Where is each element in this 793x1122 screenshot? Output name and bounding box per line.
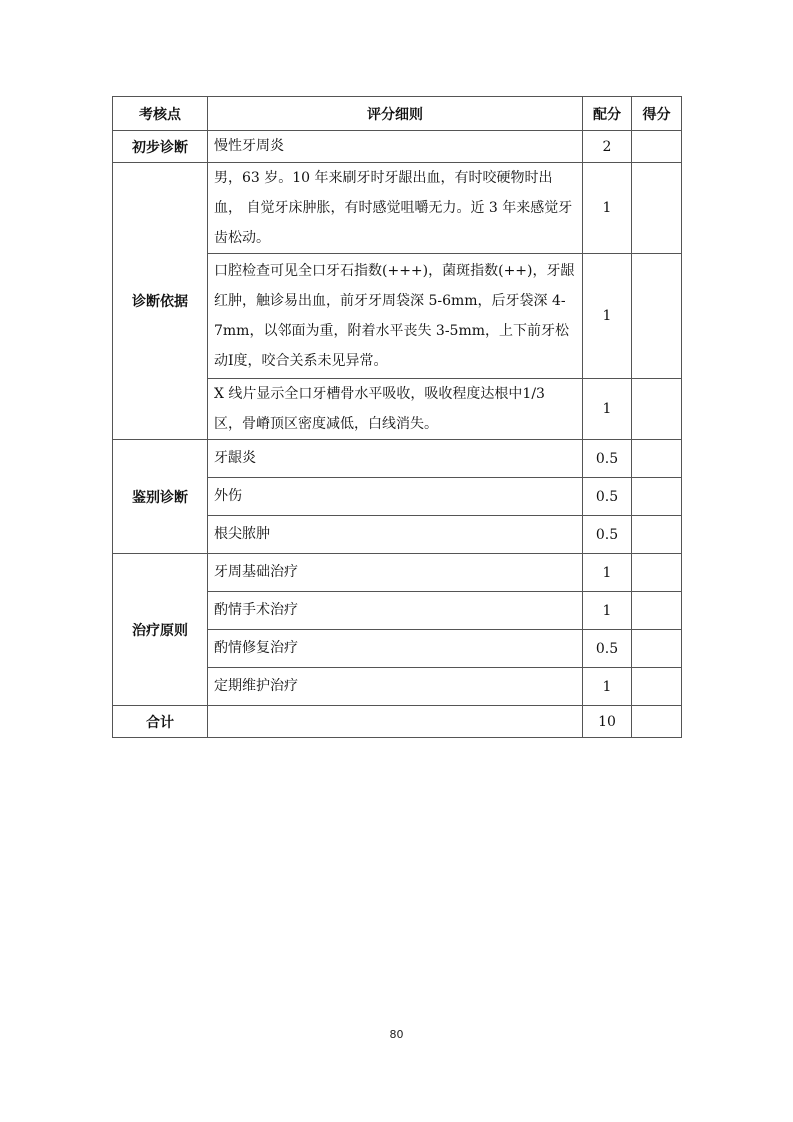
points-cell: 0.5: [583, 440, 632, 478]
category-diagnostic-basis: 诊断依据: [113, 163, 208, 440]
header-score: 得分: [632, 97, 682, 131]
table-row: [113, 131, 682, 163]
header-criteria: 评分细则: [208, 97, 583, 131]
total-criteria-cell: [208, 706, 583, 738]
score-cell: [632, 554, 682, 592]
score-cell: [632, 668, 682, 706]
score-cell: [632, 379, 682, 440]
points-cell: 1: [583, 668, 632, 706]
criteria-cell: 外伤: [208, 478, 583, 516]
criteria-cell: 男，63 岁。10 年来刷牙时牙龈出血，有时咬硬物时出血， 自觉牙床肿胀，有时感觉咀嚼无力。近 3 年来感觉牙齿松动。: [208, 163, 583, 254]
score-cell: [632, 592, 682, 630]
category-differential-diagnosis: 鉴别诊断: [113, 440, 208, 554]
points-cell: 1: [583, 254, 632, 379]
criteria-cell: 酌情修复治疗: [208, 630, 583, 668]
score-cell: [632, 516, 682, 554]
criteria-cell: X 线片显示全口牙槽骨水平吸收，吸收程度达根中1/3 区，骨嵴顶区密度减低，白线消失。: [208, 379, 583, 440]
score-cell: [632, 440, 682, 478]
points-cell: 1: [583, 379, 632, 440]
table-row: [113, 440, 682, 478]
table-row: [113, 554, 682, 592]
header-points: 配分: [583, 97, 632, 131]
table-row: [113, 163, 682, 254]
total-row: [113, 706, 682, 738]
scoring-table: [112, 96, 682, 738]
points-cell: 1: [583, 554, 632, 592]
score-cell: [632, 131, 682, 163]
criteria-cell: 酌情手术治疗: [208, 592, 583, 630]
header-category: 考核点: [113, 97, 208, 131]
points-cell: 2: [583, 131, 632, 163]
points-cell: 1: [583, 163, 632, 254]
criteria-cell: 根尖脓肿: [208, 516, 583, 554]
points-cell: 0.5: [583, 478, 632, 516]
score-cell: [632, 630, 682, 668]
score-cell: [632, 478, 682, 516]
total-label: 合计: [113, 706, 208, 738]
score-cell: [632, 163, 682, 254]
criteria-cell: 牙周基础治疗: [208, 554, 583, 592]
score-cell: [632, 254, 682, 379]
total-score-cell: [632, 706, 682, 738]
criteria-cell: 口腔检查可见全口牙石指数(+++)，菌斑指数(++)，牙龈红肿，触诊易出血，前牙牙周袋深 5-6mm，后牙袋深 4-7mm，以邻面为重，附着水平丧失 3-5mm，上下前牙松动I度，咬合关系未见异常。: [208, 254, 583, 379]
points-cell: 0.5: [583, 630, 632, 668]
criteria-cell: 牙龈炎: [208, 440, 583, 478]
header-row: [113, 97, 682, 131]
points-cell: 1: [583, 592, 632, 630]
page-number: 80: [389, 1028, 404, 1041]
criteria-cell: 慢性牙周炎: [208, 131, 583, 163]
criteria-cell: 定期维护治疗: [208, 668, 583, 706]
category-preliminary-diagnosis: 初步诊断: [113, 131, 208, 163]
category-treatment-principles: 治疗原则: [113, 554, 208, 706]
total-points: 10: [583, 706, 632, 738]
points-cell: 0.5: [583, 516, 632, 554]
